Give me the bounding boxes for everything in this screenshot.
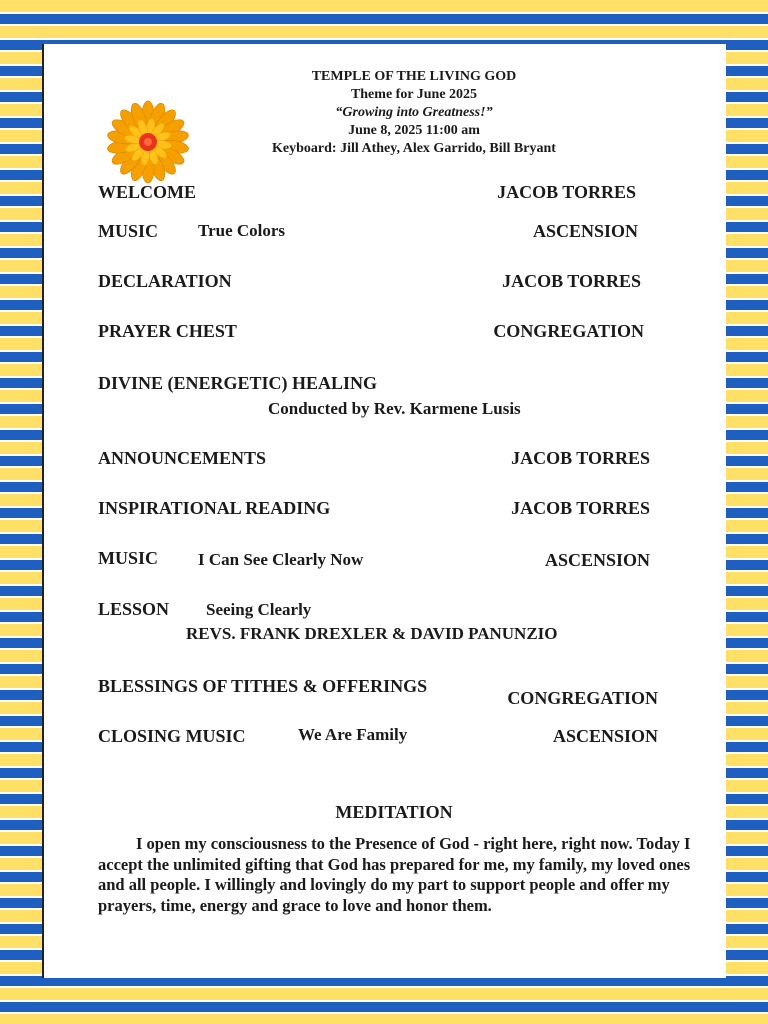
meditation-title: MEDITATION <box>335 802 453 822</box>
item-leader: CONGREGATION <box>507 688 658 708</box>
theme-label: Theme for June 2025 <box>350 87 478 102</box>
meditation-text: I open my consciousness to the Presence of God - right here, right now. Today I accept the unlimited gifting that God has prepared for me, my family, my loved ones and all people. I willingly and lovingly do my part to support people and offer my prayers, time, energy and grace to love and honor them. <box>98 834 691 915</box>
item-label: DECLARATION <box>98 271 232 291</box>
item-leader: ASCENSION <box>544 550 650 570</box>
item-label: LESSON <box>98 599 170 619</box>
item-leader: ASCENSION <box>552 726 658 746</box>
right-stripe-border <box>724 44 768 978</box>
program-page <box>42 44 726 978</box>
item-label: MUSIC <box>98 548 159 568</box>
church-name: TEMPLE OF THE LIVING GOD <box>311 69 517 84</box>
song-title: I Can See Clearly Now <box>198 550 364 569</box>
lesson-leaders: REVS. FRANK DREXLER & DAVID PANUNZIO <box>186 624 558 643</box>
flower-icon <box>106 100 190 184</box>
item-label: MUSIC <box>98 221 159 241</box>
healing-note: Conducted by Rev. Karmene Lusis <box>268 399 521 418</box>
item-label: INSPIRATIONAL READING <box>98 498 331 518</box>
item-leader: JACOB TORRES <box>497 182 636 202</box>
item-leader: JACOB TORRES <box>511 498 650 518</box>
item-leader: JACOB TORRES <box>502 271 641 291</box>
lesson-title: Seeing Clearly <box>206 600 312 619</box>
song-title: True Colors <box>198 221 286 240</box>
item-leader: ASCENSION <box>532 221 638 241</box>
song-title: We Are Family <box>298 725 408 744</box>
service-date-time: June 8, 2025 11:00 am <box>348 123 480 138</box>
item-label: DIVINE (ENERGETIC) HEALING <box>98 373 378 393</box>
theme-title: “Growing into Greatness!” <box>335 105 493 120</box>
item-label: WELCOME <box>98 182 197 202</box>
item-label: ANNOUNCEMENTS <box>98 448 267 468</box>
item-label: PRAYER CHEST <box>98 321 237 341</box>
keyboard-credits: Keyboard: Jill Athey, Alex Garrido, Bill Bryant <box>272 141 556 156</box>
item-label: CLOSING MUSIC <box>98 726 246 746</box>
item-leader: JACOB TORRES <box>511 448 650 468</box>
item-leader: CONGREGATION <box>493 321 644 341</box>
item-label: BLESSINGS OF TITHES & OFFERINGS <box>98 676 428 696</box>
